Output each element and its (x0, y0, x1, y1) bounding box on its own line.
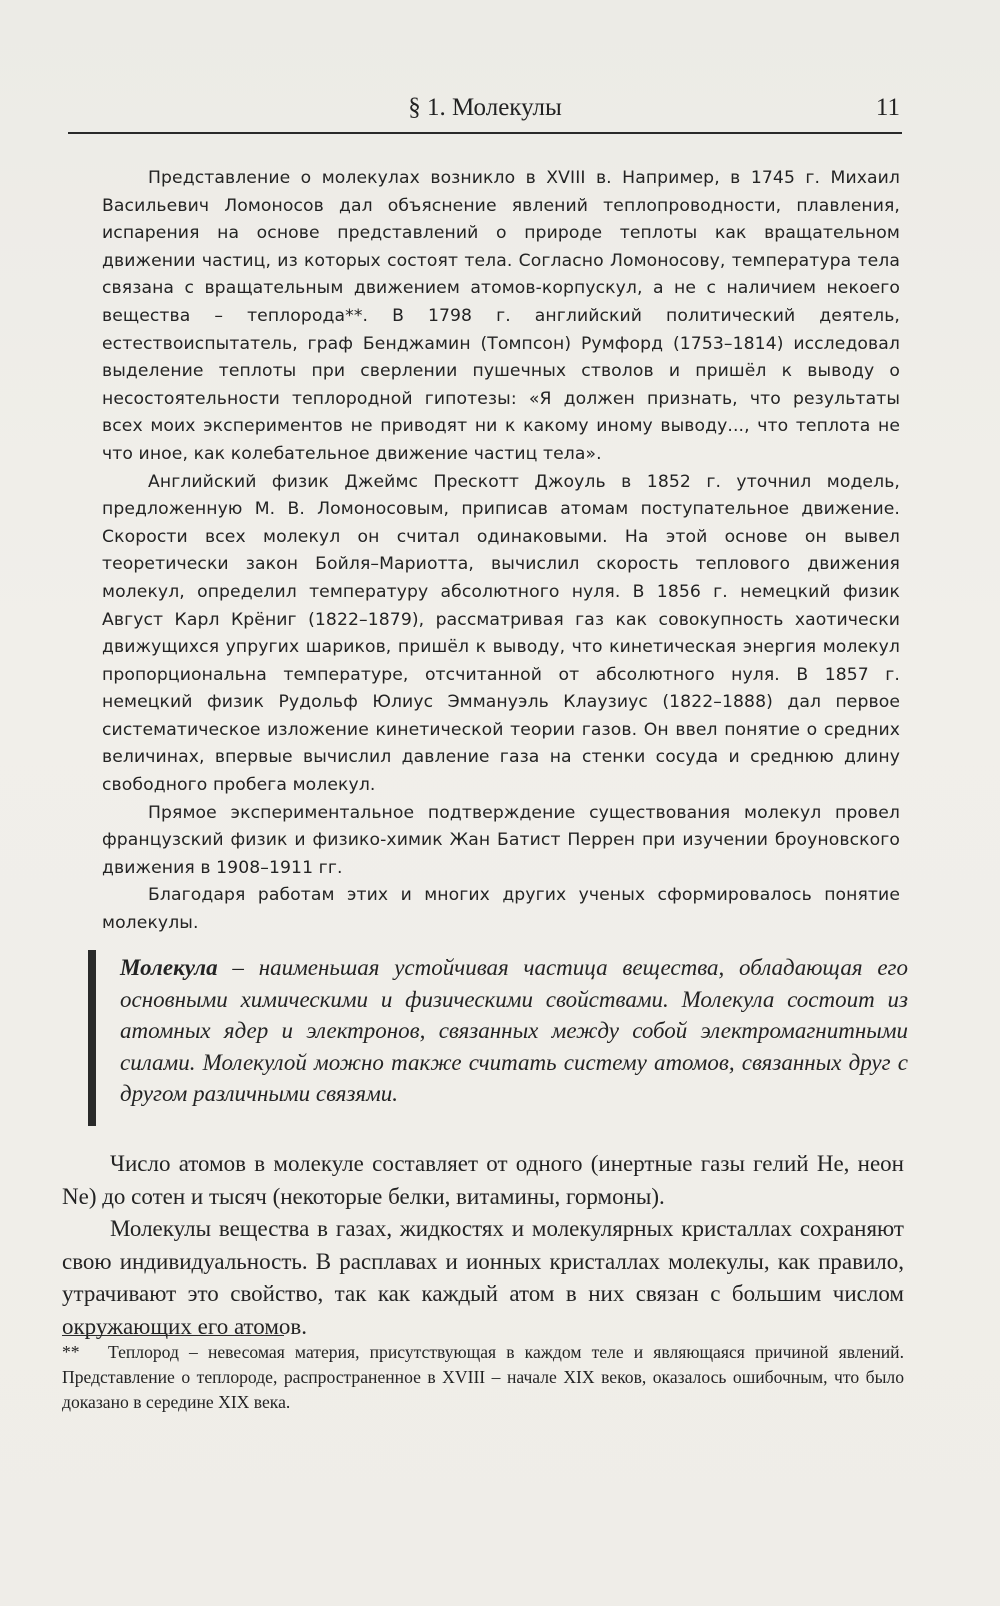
page-header (68, 92, 902, 134)
paragraph-joule: Английский физик Джеймс Прескотт Джоуль в 1852 г. уточнил модель, предложенную М. В. Ломоносовым, приписав атомам поступательное движение. Скорости всех молекул он считал одинаковыми. На этой основе он вывел теоретически закон Бойля–Мариотта, вычислил скорость теплового движения молекул, определил температуру абсолютного нуля. В 1856 г. немецкий физик Август Карл Крёниг (1822–1879), рассматривая газ как совокупность хаотически движущихся упругих шариков, пришёл к выводу, что кинетическая энергия молекул пропорциональна температуре, отсчитанной от абсолютного нуля. В 1857 г. немецкий физик Рудольф Юлиус Эммануэль Клаузиус (1822–1888) дал первое систематическое изложение кинетической теории газов. Он ввел понятие о средних величинах, впервые вычислил давление газа на стенки сосуда и среднюю длину свободного пробега молекул. (102, 471, 900, 796)
footnote-marker: ** (62, 1342, 80, 1362)
history-section (102, 165, 900, 938)
paragraph-lomonosov: Представление о молекулах возникло в XVIII в. Например, в 1745 г. Михаил Васильевич Ломоносов дал объяснение явлений теплопроводности, плавления, испарения на основе представлений о природе теплоты как вращательном движении частиц, из которых состоят тела. Согласно Ломоносову, температура тела связана с вращательным движением атомов-корпускул, а не с наличием некоего вещества – теплорода**. В 1798 г. английский политический деятель, естествоиспытатель, граф Бенджамин (Томпсон) Румфорд (1753–1814) исследовал выделение теплоты при сверлении пушечных стволов и пришёл к выводу о несостоятельности теплородной гипотезы: «Я должен признать, что результаты всех моих экспериментов не приводят ни к какому иному выводу..., что теплота не что иное, как колебательное движение частиц тела». (102, 168, 900, 464)
definition-term: Молекула (120, 955, 218, 980)
paragraph-conclusion: Благодаря работам этих и многих других ученых сформировалось понятие молекулы. (102, 885, 900, 934)
definition-box (88, 950, 908, 1126)
footnote-text: Теплород – невесомая материя, присутствующая в каждом теле и являющаяся причиной явлений. Представление о теплороде, распространенное в XVIII – начале XIX веков, оказалось ошибочным, что было доказано в середине XIX века. (62, 1342, 904, 1412)
main-text-section (62, 1148, 904, 1344)
definition-paragraph (120, 952, 908, 1110)
paragraph-individuality: Молекулы вещества в газах, жидкостях и молекулярных кристаллах сохраняют свою индивидуальность. В расплавах и ионных кристаллах молекулы, как правило, утрачивают это свойство, так как каждый атом в них связан с большим числом окружающих его атомов. (62, 1216, 904, 1339)
footnote (62, 1340, 904, 1415)
section-title: § 1. Молекулы (408, 94, 562, 121)
paragraph-atom-count: Число атомов в молекуле составляет от одного (инертные газы гелий He, неон Ne) до сотен и тысяч (некоторые белки, витамины, гормоны). (62, 1151, 904, 1209)
footnote-divider (62, 1335, 284, 1336)
definition-body: – наименьшая устойчивая частица вещества, обладающая его основными химическими и физическими свойствами. Молекула состоит из атомных ядер и электронов, связанных между собой электромагнитными силами. Молекулой можно также считать систему атомов, связанных друг с другом различными связями. (120, 955, 908, 1106)
page-number: 11 (875, 94, 900, 121)
paragraph-perrin: Прямое экспериментальное подтверждение существования молекул провел французский физик и физико-химик Жан Батист Перрен при изучении броуновского движения в 1908–1911 гг. (102, 802, 900, 878)
